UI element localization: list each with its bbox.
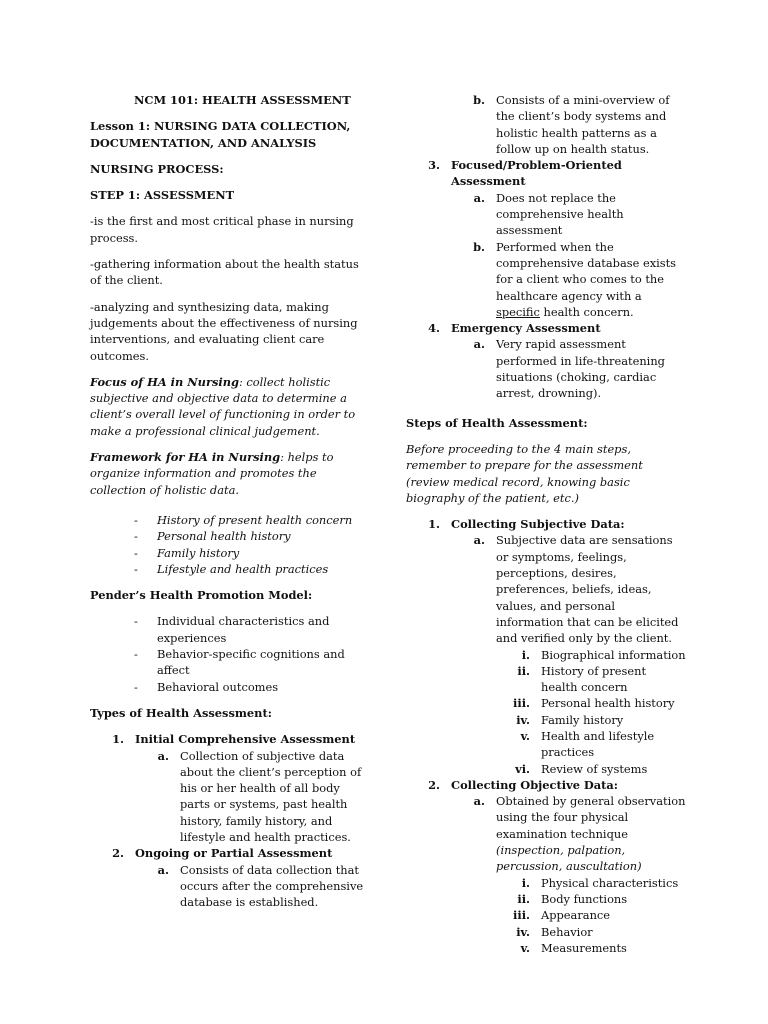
list-item: iii. Appearance: [513, 908, 611, 923]
pender-list: [90, 613, 365, 694]
list-item: a. Subjective data are sensations or symptoms, feelings, perceptions, desires, preferences, beliefs, ideas, values, and personal information that can be elicited and verified only by the client.: [473, 533, 679, 646]
underlined-word: specific: [496, 304, 540, 319]
list-item: - Personal health history: [134, 529, 291, 544]
framework-term: Framework for HA in Nursing: [90, 450, 281, 465]
lesson-title: Lesson 1: NURSING DATA COLLECTION, DOCUMENTATION, AND ANALYSIS: [90, 119, 351, 150]
list-item: 3. Focused/Problem-Oriented Assessment: [428, 158, 622, 189]
list-item: - Individual characteristics and experiences: [134, 614, 330, 645]
list-item: a. Collection of subjective data about the client’s perception of his or her health of all body parts or systems, past health history, family history, and lifestyle and health practices.: [157, 748, 362, 844]
steps-list: [406, 516, 686, 956]
list-item: b. Performed when the comprehensive database exists for a client who comes to the healthcare agency with a specific health concern.: [473, 239, 677, 319]
list-item: vi. Review of systems: [515, 761, 648, 776]
focus-paragraph: [90, 374, 365, 439]
paragraph: -is the first and most critical phase in nursing process.: [90, 214, 354, 245]
list-item: a. Does not replace the comprehensive health assessment: [473, 190, 624, 238]
paragraph: -gathering information about the health status of the client.: [90, 257, 359, 288]
list-item: 2. Ongoing or Partial Assessment: [112, 846, 333, 861]
list-item: ii. History of present health concern: [517, 663, 647, 695]
list-item: i. Biographical information: [521, 647, 686, 662]
list-item: iv. Family history: [516, 712, 624, 727]
list-item: iii. Personal health history: [513, 696, 675, 711]
list-item: 2. Collecting Objective Data:: [428, 777, 619, 792]
list-item: - History of present health concern: [134, 512, 353, 527]
framework-text: : helps to organize information and promotes the collection of holistic data.: [90, 450, 334, 497]
right-column: [406, 92, 686, 956]
list-item: i. Physical characteristics: [521, 875, 679, 890]
list-item: ii. Body functions: [517, 891, 628, 906]
list-item: 1. Initial Comprehensive Assessment: [112, 732, 356, 747]
list-item: v. Measurements: [520, 940, 627, 955]
steps-heading: Steps of Health Assessment:: [406, 415, 588, 430]
list-item: a. Obtained by general observation using the four physical examination technique (inspection, palpation, percussion, auscultation): [473, 794, 686, 874]
focus-term: Focus of HA in Nursing: [90, 374, 239, 389]
left-column: [90, 92, 365, 910]
list-item: iv. Behavior: [516, 924, 593, 939]
list-item: - Lifestyle and health practices: [134, 561, 329, 576]
nursing-process-heading: NURSING PROCESS:: [90, 161, 224, 176]
steps-intro: Before proceeding to the 4 main steps, remember to prepare for the assessment (review medical record, knowing basic biography of the patient, etc.): [406, 441, 643, 505]
framework-list: [90, 512, 365, 577]
list-item: 1. Collecting Subjective Data:: [428, 517, 625, 532]
step1-heading: STEP 1: ASSESSMENT: [90, 188, 235, 203]
focus-text: : collect holistic subjective and objective data to determine a client’s overall level of functioning in order to make a professional clinical judgement.: [90, 374, 356, 438]
list-item: b. Consists of a mini-overview of the client’s body systems and holistic health patterns as a follow up on health status.: [473, 93, 670, 156]
pender-heading: Pender’s Health Promotion Model:: [90, 588, 313, 603]
list-item: - Behavior-specific cognitions and affect: [134, 647, 345, 678]
list-item: v. Health and lifestyle practices: [520, 728, 655, 760]
list-item: - Behavioral outcomes: [134, 679, 279, 694]
types-heading: Types of Health Assessment:: [90, 705, 272, 720]
list-item: - Family history: [134, 545, 240, 560]
course-title: NCM 101: HEALTH ASSESSMENT: [134, 93, 351, 107]
list-item: 4. Emergency Assessment: [428, 321, 601, 336]
list-item: a. Consists of data collection that occurs after the comprehensive database is established.: [157, 862, 364, 910]
paragraph: -analyzing and synthesizing data, making judgements about the effectiveness of nursing interventions, and evaluating client care outcomes.: [90, 299, 358, 363]
framework-paragraph: [90, 449, 365, 498]
types-list: [90, 731, 365, 910]
list-item: a. Very rapid assessment performed in life-threatening situations (choking, cardiac arrest, drowning).: [473, 337, 665, 401]
